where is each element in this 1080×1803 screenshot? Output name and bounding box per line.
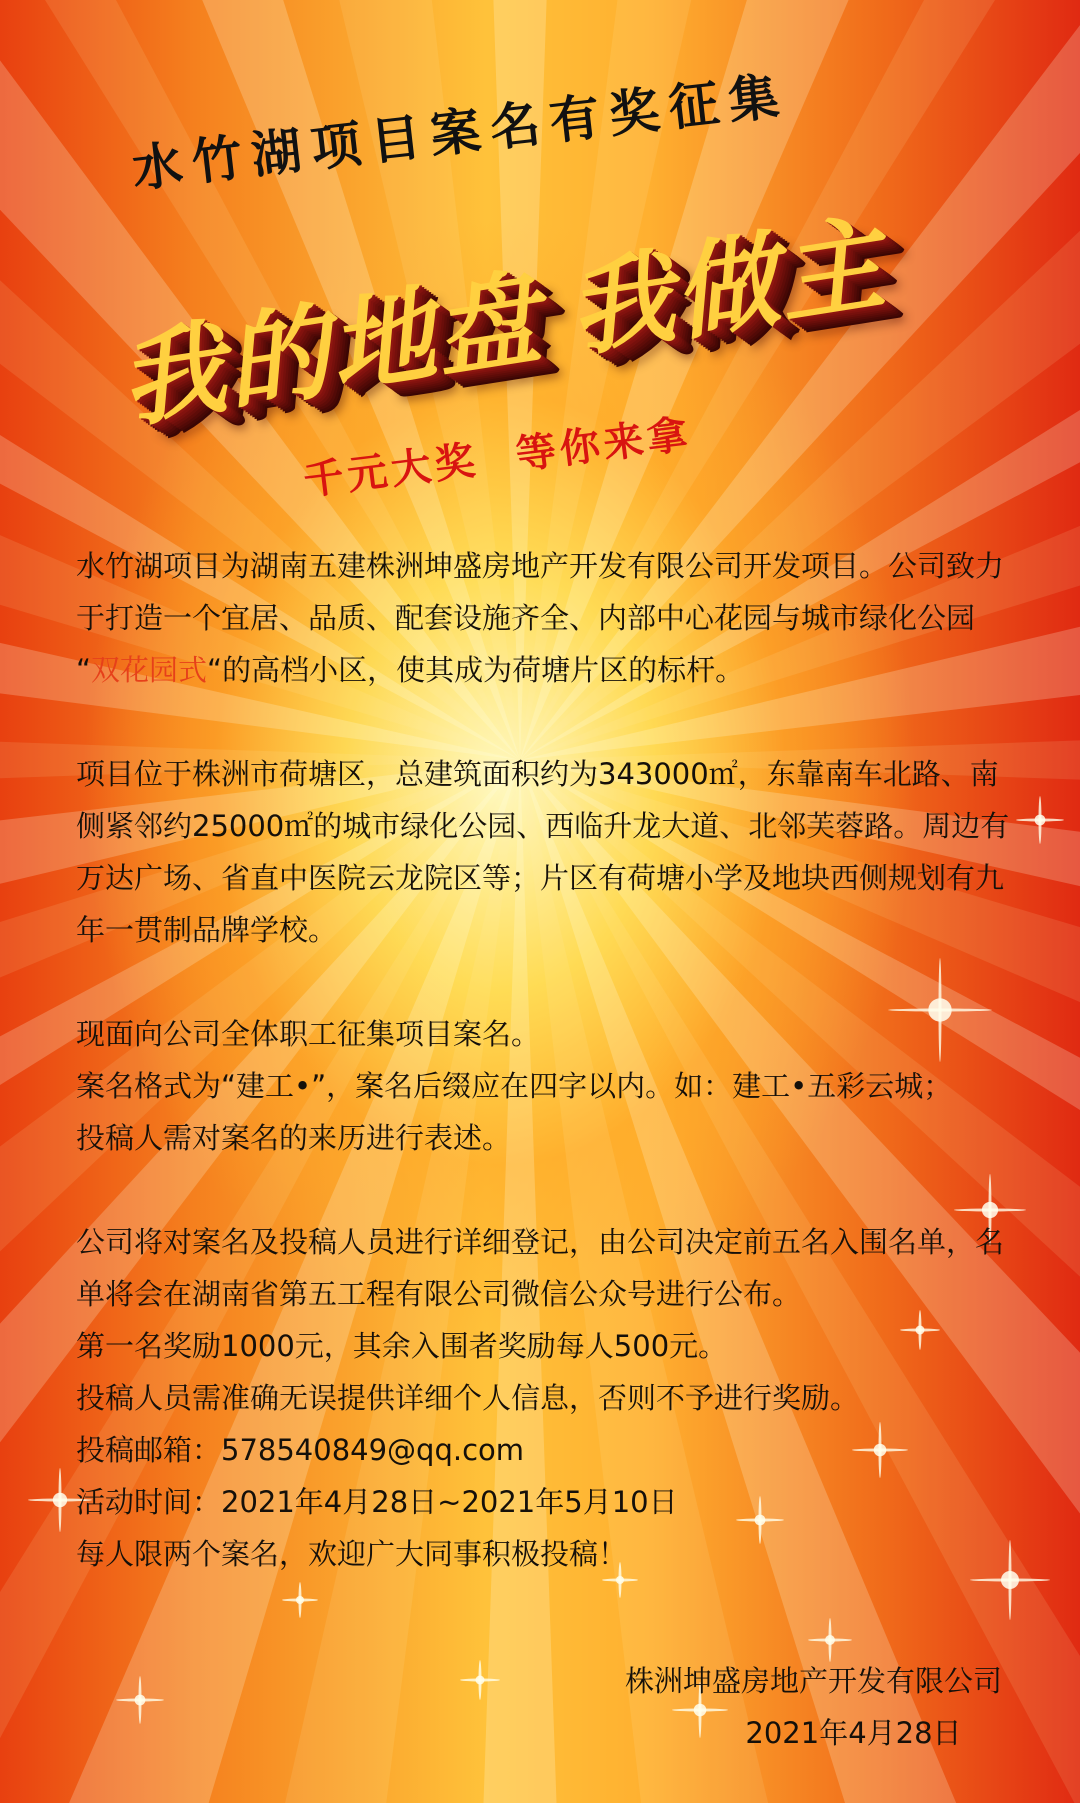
campaign-subtitle: 水竹湖项目案名有奖征集 <box>129 66 792 199</box>
headline-part-1: 我的地盘 <box>111 256 550 444</box>
rules-line: 单将会在湖南省第五工程有限公司微信公众号进行公布。 <box>76 1277 802 1311</box>
location-line: 年一贯制品牌学校。 <box>76 913 338 947</box>
signature-block <box>625 1655 1002 1759</box>
rules-line: 每人限两个案名，欢迎广大同事积极投稿！ <box>76 1537 628 1571</box>
location-line: 侧紧邻约25000㎡的城市绿化公园、西临升龙大道、北邻芙蓉路。周边有 <box>76 809 1010 843</box>
announcement-body <box>76 540 1016 1580</box>
location-line: 项目位于株洲市荷塘区，总建筑面积约为343000㎡，东靠南车北路、南 <box>76 757 999 791</box>
prize-slogan-part-2: 等你来拿 <box>513 411 694 479</box>
intro-line: 于打造一个宜居、品质、配套设施齐全、内部中心花园与城市绿化公园 <box>76 601 976 635</box>
rules-line: 投稿人员需准确无误提供详细个人信息，否则不予进行奖励。 <box>76 1381 860 1415</box>
call-line: 现面向公司全体职工征集项目案名。 <box>76 1017 541 1051</box>
activity-period: 活动时间：2021年4月28日~2021年5月10日 <box>76 1485 678 1519</box>
submission-email: 投稿邮箱：578540849@qq.com <box>76 1433 525 1467</box>
intro-line-rest: “的高档小区，使其成为荷塘片区的标杆。 <box>207 653 745 687</box>
call-line: 投稿人需对案名的来历进行表述。 <box>76 1121 512 1155</box>
headline-part-2: 我做主 <box>560 201 894 373</box>
quote-open: “ <box>76 653 92 687</box>
location-line: 万达广场、省直中医院云龙院区等；片区有荷塘小学及地块西侧规划有九 <box>76 861 1005 895</box>
intro-line: 水竹湖项目为湖南五建株洲坤盛房地产开发有限公司开发项目。公司致力 <box>76 549 1005 583</box>
reward-line: 第一名奖励1000元，其余入围者奖励每人500元。 <box>76 1329 728 1363</box>
issue-date: 2021年4月28日 <box>745 1716 962 1750</box>
rules-line: 公司将对案名及投稿人员进行详细登记，由公司决定前五名入围名单，名 <box>76 1225 1005 1259</box>
prize-slogan-part-1: 千元大奖 <box>301 437 482 505</box>
highlighted-term: 双花园式 <box>91 653 208 687</box>
company-name: 株洲坤盛房地产开发有限公司 <box>624 1664 1002 1698</box>
prize-slogan <box>300 402 694 506</box>
headline <box>108 179 894 448</box>
call-line: 案名格式为“建工•”，案名后缀应在四字以内。如：建工•五彩云城； <box>76 1069 953 1103</box>
intro-line <box>76 644 1016 696</box>
